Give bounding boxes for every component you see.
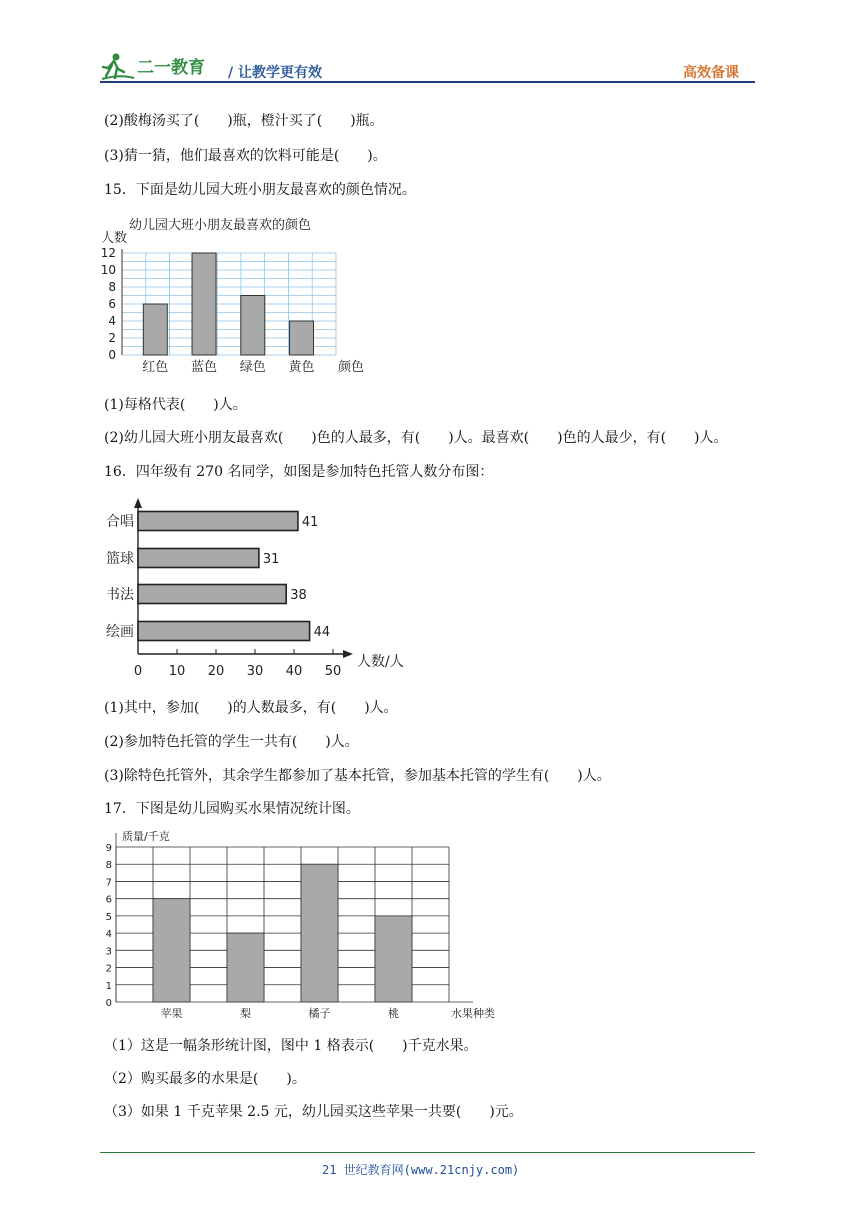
category-label: 苹果: [160, 1007, 183, 1020]
q17-part2: （2）购买最多的水果是( )。: [104, 1071, 306, 1087]
category-label: 书法: [106, 587, 134, 603]
bar: [241, 296, 265, 356]
y-tick-label: 4: [105, 929, 112, 941]
fruit-purchase-chart: [98, 826, 495, 1026]
category-label: 橘子: [308, 1007, 331, 1020]
runner-icon: [102, 54, 134, 80]
bar: [192, 253, 216, 355]
color-preference-chart: [95, 210, 375, 380]
q15-stem: 15．下面是幼儿园大班小朋友最喜欢的颜色情况。: [104, 182, 416, 198]
y-tick-label: 10: [100, 263, 116, 277]
chart-bars: [138, 512, 310, 641]
x-tick-label: 40: [285, 664, 303, 679]
category-label: 蓝色: [191, 360, 218, 375]
activity-participation-chart: [98, 492, 418, 680]
category-label: 红色: [142, 360, 169, 375]
bar: [153, 899, 190, 1002]
y-axis-label: 人数: [101, 231, 128, 246]
bar: [375, 916, 412, 1002]
x-axis-label: 人数/人: [357, 654, 404, 670]
q15-part2: (2)幼儿园大班小朋友最喜欢( )色的人最多，有( )人。最喜欢( )色的人最少，有( )人。: [104, 430, 728, 446]
q17-part1: （1）这是一幅条形统计图，图中 1 格表示( )千克水果。: [104, 1038, 478, 1054]
brand-logo: [100, 50, 215, 82]
category-label: 黄色: [288, 360, 315, 375]
category-label: 篮球: [106, 551, 134, 567]
q15-part1: (1)每格代表( )人。: [104, 397, 247, 413]
q14-part2: (2)酸梅汤买了( )瓶，橙汁买了( )瓶。: [104, 113, 384, 129]
y-tick-label: 2: [108, 331, 116, 345]
q14-part3: (3)猜一猜，他们最喜欢的饮料可能是( )。: [104, 148, 387, 164]
category-label: 绿色: [239, 360, 266, 375]
footer-text: 21 世纪教育网(www.21cnjy.com): [322, 1163, 520, 1177]
y-tick-label: 7: [105, 877, 112, 889]
x-tick-label: 20: [207, 664, 225, 679]
y-tick-label: 0: [105, 998, 112, 1009]
data-label: 31: [262, 552, 280, 567]
x-tick-label: 30: [246, 664, 264, 679]
y-tick-label: 5: [105, 911, 112, 923]
y-tick-label: 0: [108, 348, 116, 362]
chart-labels: [101, 217, 364, 375]
q16-stem: 16．四年级有 270 名同学，如图是参加特色托管人数分布图：: [104, 464, 494, 480]
q16-part2: (2)参加特色托管的学生一共有( )人。: [104, 734, 359, 750]
y-tick-label: 12: [100, 246, 116, 260]
data-label: 44: [313, 625, 331, 640]
bar: [143, 304, 167, 355]
x-tick-label: 50: [324, 664, 342, 679]
bar: [290, 321, 314, 355]
category-label: 合唱: [106, 514, 134, 530]
bar: [227, 933, 264, 1002]
y-tick-label: 1: [105, 980, 112, 992]
q17-stem: 17．下图是幼儿园购买水果情况统计图。: [104, 801, 360, 817]
bar: [301, 864, 338, 1002]
logo-text: 二一教育: [137, 58, 205, 78]
data-label: 38: [290, 588, 307, 603]
header-right-label: 高效备课: [683, 65, 739, 81]
x-tick-label: 10: [168, 664, 186, 679]
y-tick-label: 6: [105, 894, 112, 906]
bar: [138, 622, 310, 641]
q17-part3: （3）如果 1 千克苹果 2.5 元，幼儿园买这些苹果一共要( )元。: [104, 1104, 523, 1120]
footer-divider: [100, 1152, 755, 1153]
bar: [138, 549, 259, 568]
x-axis-label: 水果种类: [451, 1007, 495, 1020]
y-tick-label: 8: [105, 860, 112, 872]
chart-title: 幼儿园大班小朋友最喜欢的颜色: [129, 218, 312, 233]
bar: [138, 585, 286, 604]
header-slogan: / 让教学更有效: [228, 65, 322, 81]
header-divider: [100, 81, 755, 83]
category-label: 绘画: [106, 624, 134, 640]
y-axis-label: 质量/千克: [122, 830, 170, 843]
data-label: 41: [301, 515, 319, 530]
y-tick-label: 6: [108, 297, 116, 311]
y-tick-label: 4: [108, 314, 116, 328]
x-axis-label: 颜色: [337, 360, 365, 375]
q16-part3: (3)除特色托管外，其余学生都参加了基本托管，参加基本托管的学生有( )人。: [104, 768, 611, 784]
y-tick-label: 8: [108, 280, 116, 294]
category-label: 梨: [240, 1007, 251, 1020]
x-tick-label: 0: [133, 664, 143, 679]
bar: [138, 512, 298, 531]
category-label: 桃: [388, 1007, 399, 1020]
y-tick-label: 3: [105, 946, 112, 958]
y-tick-label: 2: [105, 963, 112, 975]
y-axis-arrow: [134, 498, 142, 508]
y-tick-label: 9: [105, 843, 112, 854]
q16-part1: (1)其中，参加( )的人数最多，有( )人。: [104, 700, 398, 716]
x-axis-arrow: [343, 650, 353, 658]
